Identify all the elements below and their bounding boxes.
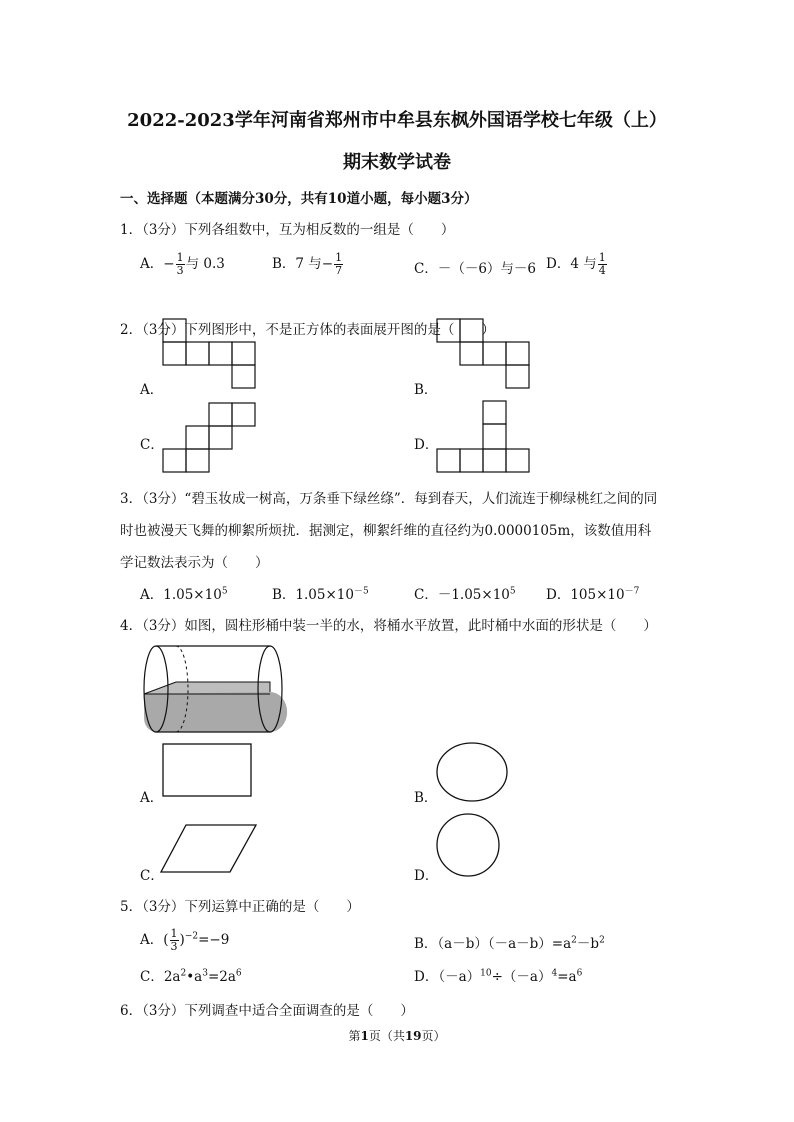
page-footer bbox=[0, 1027, 794, 1044]
fraction-numerator: 1 bbox=[176, 251, 184, 264]
cube-net-c-figure bbox=[160, 402, 260, 474]
option-exponent: －7 bbox=[624, 586, 640, 597]
fraction-denominator: 3 bbox=[176, 264, 184, 277]
question-2-option-a-label: A． bbox=[140, 382, 164, 398]
question-2-stem: 2．（3分）下列图形中，不是正方体的表面展开图的是（ ） bbox=[120, 322, 495, 338]
question-5-option-a bbox=[140, 928, 229, 953]
fraction-denominator: 7 bbox=[335, 264, 343, 277]
cylinder-half-water-figure bbox=[136, 644, 296, 736]
question-1-option-a bbox=[140, 252, 225, 277]
fraction-numerator: 1 bbox=[335, 251, 343, 264]
page-number: 1 bbox=[360, 1029, 369, 1043]
option-exponent: 5 bbox=[221, 586, 228, 597]
fraction bbox=[176, 252, 185, 277]
page-subtitle: 期末数学试卷 bbox=[343, 152, 451, 173]
question-2-option-c-label: C． bbox=[140, 437, 164, 453]
question-3-line-2: 时也被漫天飞舞的柳絮所烦扰．据测定，柳絮纤维的直径约为0.0000105m，该数值用科 bbox=[120, 523, 652, 539]
question-5-stem: 5．（3分）下列运算中正确的是（ ） bbox=[120, 899, 360, 915]
page-title: 2022-2023学年河南省郑州市中牟县东枫外国语学校七年级（上） bbox=[127, 110, 667, 131]
option-open-paren: A．( bbox=[140, 932, 169, 948]
fraction-denominator: 4 bbox=[598, 264, 606, 277]
option-d-prefix: D．4 与 bbox=[546, 256, 597, 272]
option-exponent: 2 bbox=[180, 968, 187, 979]
option-expression: •a bbox=[186, 969, 203, 985]
section-heading: 一、选择题（本题满分30分，共有10道小题，每小题3分） bbox=[120, 191, 478, 207]
rectangle-option-figure bbox=[160, 742, 254, 800]
option-expression: =a bbox=[557, 969, 577, 985]
footer-text: 页（共 bbox=[368, 1029, 405, 1043]
question-3-option-d bbox=[546, 583, 639, 603]
fraction-numerator: 1 bbox=[598, 251, 606, 264]
option-base: A．1.05×10 bbox=[140, 587, 222, 603]
footer-text: 第 bbox=[348, 1029, 361, 1043]
footer-text: 页） bbox=[421, 1029, 446, 1043]
option-exponent: −2 bbox=[184, 931, 199, 942]
question-4-option-a-label: A． bbox=[140, 790, 164, 806]
option-expression: C．2a bbox=[140, 969, 181, 985]
option-a-prefix: A．− bbox=[140, 256, 175, 272]
fraction bbox=[334, 252, 343, 277]
option-expression: D．（－a） bbox=[414, 969, 481, 985]
option-base: B．1.05×10 bbox=[272, 587, 354, 603]
option-expression: B．（a－b）（－a－b）=a bbox=[414, 936, 572, 952]
question-3-option-a bbox=[140, 583, 228, 603]
option-result: =−9 bbox=[198, 932, 230, 948]
option-base: C．－1.05×10 bbox=[414, 587, 510, 603]
option-exponent: 2 bbox=[599, 935, 605, 946]
option-b-prefix: B．7 与− bbox=[272, 256, 334, 272]
option-exponent: 6 bbox=[576, 968, 583, 979]
question-5-option-d bbox=[414, 965, 582, 985]
page-total: 19 bbox=[404, 1029, 422, 1043]
question-3-option-b bbox=[272, 583, 369, 603]
circle-option-figure bbox=[434, 810, 502, 880]
option-exponent: －5 bbox=[353, 586, 369, 597]
fraction bbox=[598, 252, 607, 277]
question-1-option-d bbox=[546, 252, 608, 277]
question-6-stem: 6．（3分）下列调查中适合全面调查的是（ ） bbox=[120, 1003, 414, 1019]
question-4-option-d-label: D． bbox=[414, 868, 439, 884]
question-2-option-d-label: D． bbox=[414, 437, 439, 453]
question-1-stem: 1．（3分）下列各组数中，互为相反数的一组是（ ） bbox=[120, 222, 455, 238]
option-exponent: 3 bbox=[202, 968, 208, 979]
cube-net-a-figure bbox=[160, 318, 260, 390]
question-5-option-b bbox=[414, 932, 605, 952]
option-base: D．105×10 bbox=[546, 587, 625, 603]
question-4-stem: 4．（3分）如图，圆柱形桶中装一半的水，将桶水平放置，此时桶中水面的形状是（ ） bbox=[120, 618, 657, 634]
question-5-option-c bbox=[140, 965, 242, 985]
fraction-numerator: 1 bbox=[170, 927, 178, 940]
parallelogram-option-figure bbox=[158, 822, 258, 878]
question-3-line-3: 学记数法表示为（ ） bbox=[120, 555, 269, 571]
question-3-option-c bbox=[414, 583, 516, 603]
cube-net-b-figure bbox=[436, 318, 536, 390]
option-exponent: 5 bbox=[509, 586, 516, 597]
question-1-option-b bbox=[272, 252, 344, 277]
option-exponent: 4 bbox=[551, 968, 558, 979]
option-expression: －b bbox=[576, 936, 600, 952]
question-2-option-b-label: B． bbox=[414, 382, 438, 398]
option-exponent: 2 bbox=[571, 935, 577, 946]
question-1-option-c: C．－（－6）与－6 bbox=[414, 261, 537, 277]
option-a-suffix: 与 0.3 bbox=[185, 256, 225, 272]
fraction bbox=[170, 928, 179, 953]
fraction-denominator: 3 bbox=[170, 940, 178, 953]
question-4-option-b-label: B． bbox=[414, 790, 438, 806]
option-exponent: 10 bbox=[480, 968, 492, 979]
ellipse-option-figure bbox=[434, 740, 510, 804]
question-4-option-c-label: C． bbox=[140, 868, 164, 884]
question-3-line-1: 3．（3分）“碧玉妆成一树高，万条垂下绿丝绦”．每到春天，人们流连于柳绿桃红之间的同 bbox=[120, 491, 658, 507]
option-exponent: 6 bbox=[235, 968, 242, 979]
option-expression: =2a bbox=[207, 969, 236, 985]
option-close-paren: ) bbox=[179, 932, 185, 948]
option-expression: ÷（－a） bbox=[491, 969, 552, 985]
cube-net-d-figure bbox=[436, 400, 536, 474]
